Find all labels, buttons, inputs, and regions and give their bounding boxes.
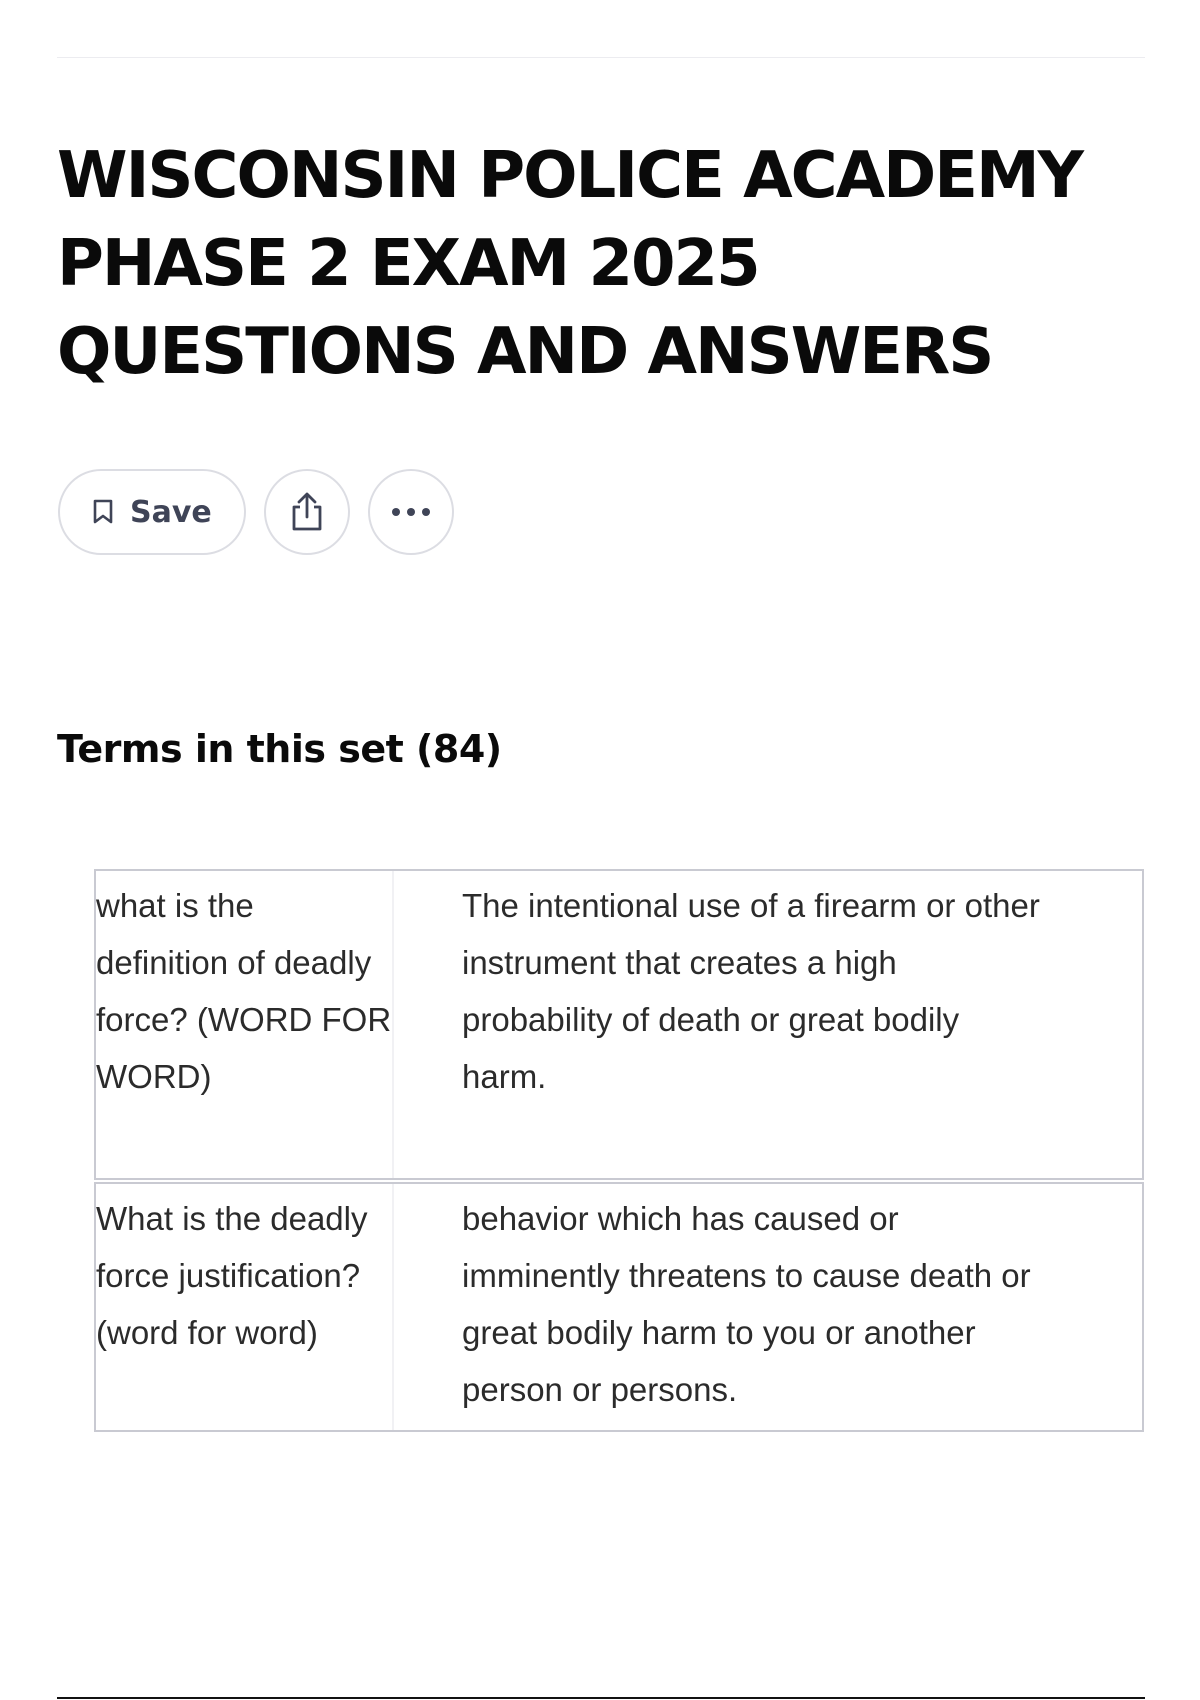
terms-list (94, 869, 1144, 1432)
more-horizontal-icon (391, 507, 431, 517)
top-divider (57, 57, 1145, 58)
page-title: WISCONSIN POLICE ACADEMY PHASE 2 EXAM 2025 QUESTIONS AND ANSWERS (57, 139, 1082, 389)
more-options-button[interactable] (368, 469, 454, 555)
term-card (94, 869, 1144, 1180)
term-card (94, 1182, 1144, 1432)
term-text: what is the definition of deadly force? (WORD FOR WORD) (96, 871, 394, 1178)
definition-text: behavior which has caused or imminently threatens to cause death or great bodily harm to you or another person or persons. (462, 1200, 1031, 1408)
term-text: What is the deadly force justification? (word for word) (96, 1184, 394, 1430)
save-button-label: Save (130, 494, 212, 530)
bookmark-icon (92, 499, 114, 525)
definition-text: The intentional use of a firearm or other instrument that creates a high probability of death or great bodily harm. (462, 887, 1040, 1095)
bottom-divider (57, 1697, 1145, 1699)
share-button[interactable] (264, 469, 350, 555)
terms-heading: Terms in this set (84) (57, 727, 502, 771)
share-icon (288, 491, 326, 533)
save-button[interactable] (58, 469, 246, 555)
action-bar (58, 469, 454, 555)
